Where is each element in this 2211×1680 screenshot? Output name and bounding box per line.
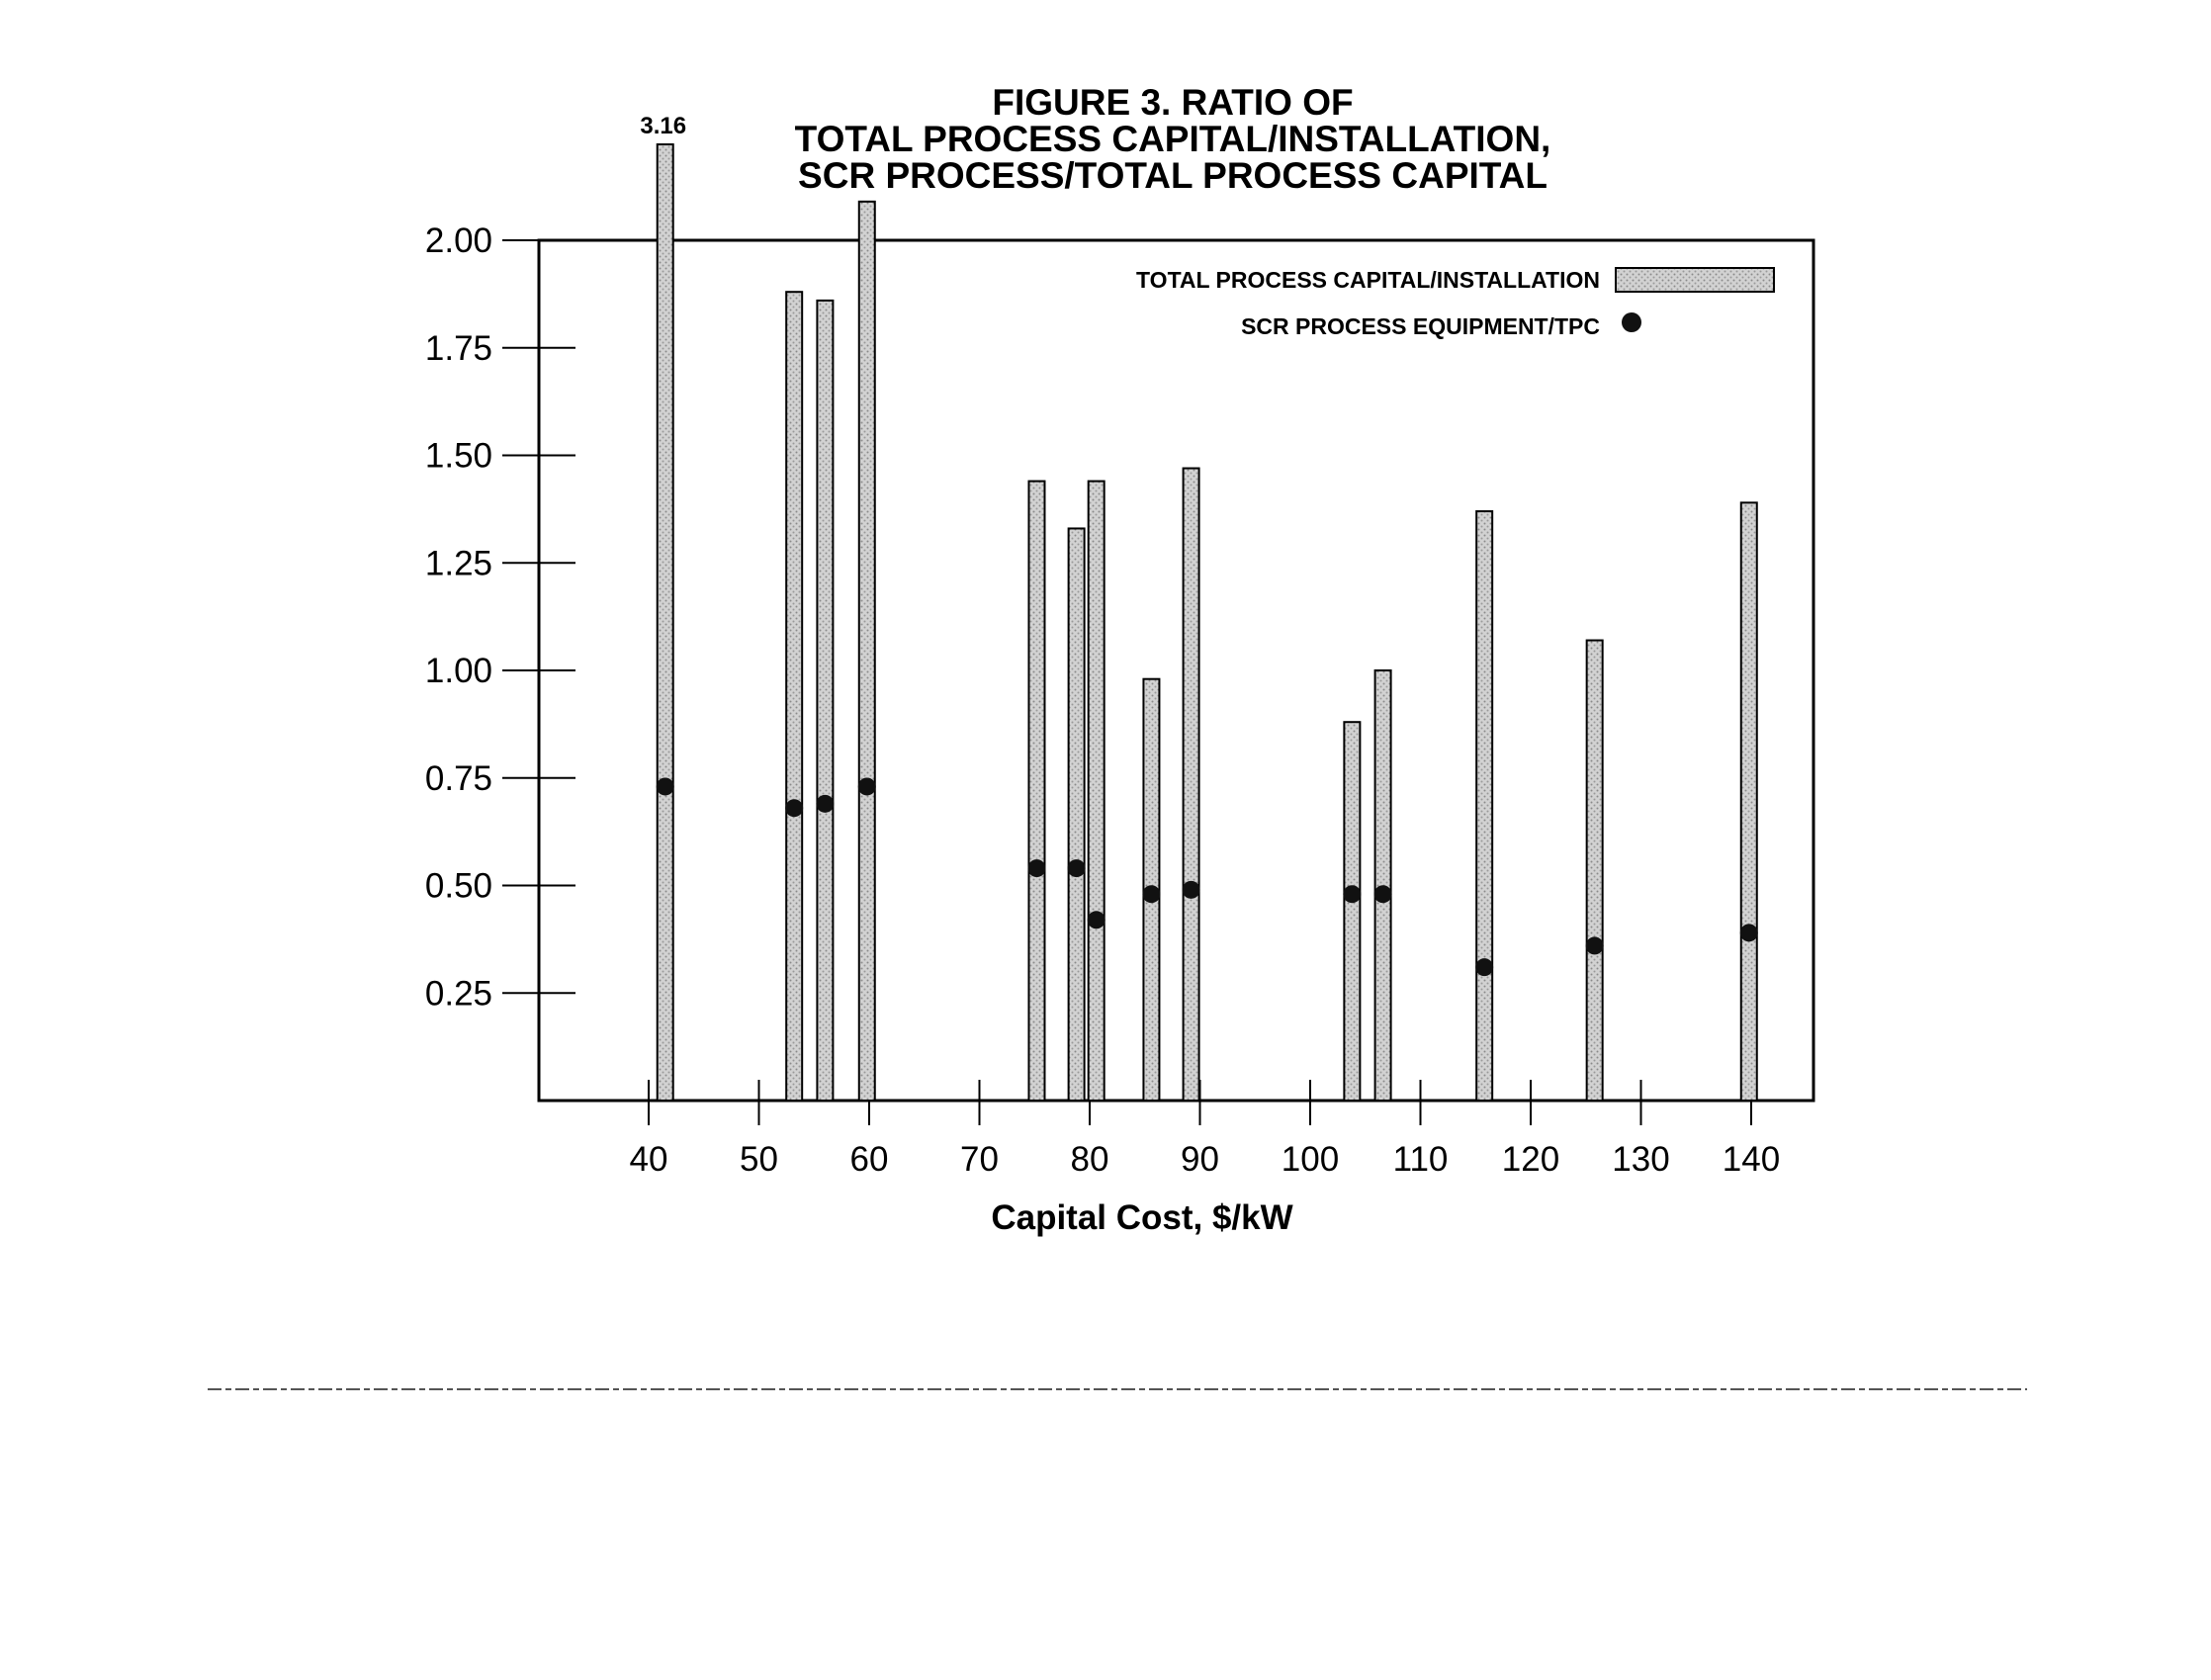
y-tick-label-0-75: 0.75 [424, 758, 492, 798]
legend-marker-scr-process-equipment [1622, 312, 1641, 332]
marker-scr-process-equipment-13 [1586, 936, 1604, 954]
marker-scr-process-equipment-11 [1374, 885, 1392, 903]
plot-frame [539, 240, 1813, 1101]
x-tick-label-50: 50 [740, 1140, 778, 1179]
legend [1136, 267, 1774, 339]
x-tick-label-70: 70 [960, 1140, 999, 1179]
bar-total-process-capital-7 [1089, 482, 1105, 1101]
x-tick-label-90: 90 [1181, 1140, 1219, 1179]
y-tick-label-1-25: 1.25 [424, 544, 492, 583]
marker-scr-process-equipment-6 [1068, 859, 1086, 877]
x-tick-label-60: 60 [849, 1140, 889, 1179]
chart-title-line-1: FIGURE 3. RATIO OF [992, 82, 1354, 123]
annotation-bar-value-1: 3.16 [640, 113, 687, 139]
bar-total-process-capital-5 [1028, 482, 1044, 1101]
x-tick-label-120: 120 [1501, 1140, 1560, 1179]
legend-label-scr-process-equipment: SCR PROCESS EQUIPMENT/TPC [1241, 313, 1600, 339]
chart-title-line-3: SCR PROCESS/TOTAL PROCESS CAPITAL [798, 155, 1548, 196]
bar-total-process-capital-12 [1476, 511, 1492, 1101]
marker-scr-process-equipment-3 [816, 795, 834, 813]
y-tick-label-0-50: 0.50 [424, 866, 492, 906]
marker-scr-process-equipment-9 [1183, 881, 1200, 899]
marker-scr-process-equipment-1 [657, 777, 674, 795]
x-tick-label-80: 80 [1070, 1140, 1109, 1179]
legend-label-total-process-capital: TOTAL PROCESS CAPITAL/INSTALLATION [1136, 267, 1600, 293]
x-tick-label-110: 110 [1392, 1140, 1449, 1179]
x-axis-label: Capital Cost, $/kW [991, 1198, 1293, 1237]
bar-total-process-capital-4 [859, 202, 875, 1101]
y-tick-label-0-25: 0.25 [424, 974, 492, 1014]
chart-title-line-2: TOTAL PROCESS CAPITAL/INSTALLATION, [794, 119, 1551, 159]
legend-swatch-total-process-capital [1616, 268, 1774, 292]
x-tick-label-140: 140 [1722, 1140, 1781, 1179]
marker-scr-process-equipment-14 [1740, 924, 1758, 941]
marker-scr-process-equipment-10 [1343, 885, 1361, 903]
marker-scr-process-equipment-2 [785, 799, 803, 817]
y-tick-label-1-75: 1.75 [424, 328, 492, 368]
x-tick-label-130: 130 [1612, 1140, 1670, 1179]
marker-scr-process-equipment-4 [858, 777, 876, 795]
bar-total-process-capital-13 [1587, 641, 1603, 1101]
y-tick-label-2-00: 2.00 [424, 221, 492, 260]
bar-total-process-capital-9 [1184, 469, 1199, 1101]
marker-scr-process-equipment-7 [1088, 911, 1106, 928]
y-tick-label-1-00: 1.00 [424, 652, 492, 690]
bar-total-process-capital-2 [786, 292, 802, 1101]
bar-total-process-capital-3 [817, 301, 833, 1101]
bar-total-process-capital-1 [658, 144, 673, 1101]
bar-total-process-capital-10 [1344, 722, 1360, 1101]
x-tick-label-100: 100 [1281, 1140, 1340, 1179]
marker-scr-process-equipment-5 [1027, 859, 1045, 877]
marker-scr-process-equipment-12 [1475, 958, 1493, 976]
x-tick-label-40: 40 [629, 1140, 668, 1179]
bar-total-process-capital-14 [1741, 502, 1757, 1101]
y-tick-label-1-50: 1.50 [424, 436, 492, 476]
chart-title [795, 82, 1551, 196]
marker-scr-process-equipment-8 [1142, 885, 1160, 903]
bar-total-process-capital-6 [1069, 528, 1085, 1101]
